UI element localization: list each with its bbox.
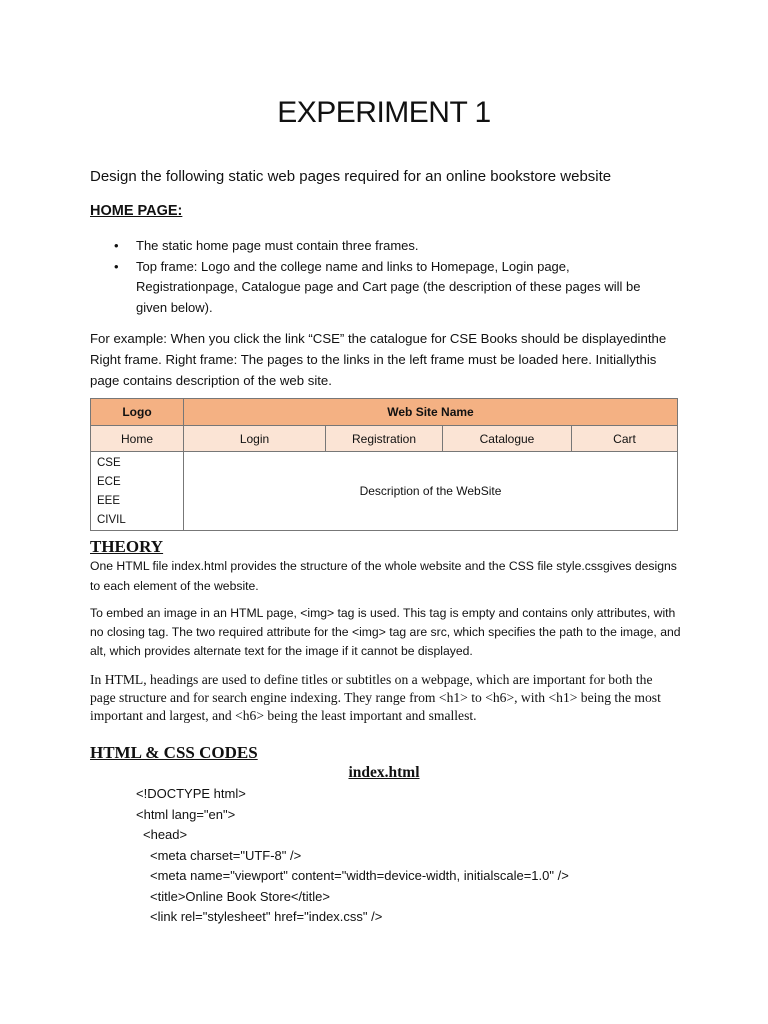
theory-paragraph-3: In HTML, headings are used to define titles or subtitles on a webpage, which are important for both the page structure and for search engine indexing. They range from <h1> to <h6>, with <h1> being the most important and largest, and <h6> being the least important and smallest.: [90, 672, 661, 723]
code-line: <title>Online Book Store</title>: [150, 888, 330, 904]
theory-paragraph-2: To embed an image in an HTML page, <img> tag is used. This tag is empty and contains only attributes, with no closing tag. The two required attribute for the <img> tag are src, which specifies the path to the image, and alt, which provides alternate text for the image if it cannot be displayed.: [90, 606, 681, 658]
diagram-nav-home: Home: [91, 426, 184, 452]
list-item: [112, 257, 672, 319]
theory-paragraph-1: One HTML file index.html provides the structure of the whole website and the CSS file style.cssgives designs to each element of the website.: [90, 559, 677, 593]
list-item: [112, 236, 672, 257]
diagram-nav-cart: Cart: [572, 426, 678, 452]
bullet-text: The static home page must contain three frames.: [136, 238, 419, 253]
intro-text: Design the following static web pages required for an online bookstore website: [90, 168, 612, 185]
diagram-link-civil: CIVIL: [97, 514, 126, 526]
code-block: [0, 784, 768, 928]
example-paragraph: For example: When you click the link “CSE” the catalogue for CSE Books should be displayedinthe Right frame. Right frame: The pages to the links in the left frame must be loaded here. Initiallythis page contains description of the web site.: [90, 331, 667, 388]
bullet-icon: •: [114, 238, 119, 253]
code-line: <head>: [143, 827, 188, 842]
diagram-nav-catalogue: Catalogue: [443, 426, 572, 452]
bullet-text: Top frame: Logo and the college name and links to Homepage, Login page, Registrationpage, Catalogue page and Cart page (the description of these pages will be given below).: [136, 258, 641, 315]
diagram-link-ece: ECE: [97, 476, 121, 488]
code-line: <!DOCTYPE html>: [136, 786, 246, 801]
codes-heading: HTML & CSS CODES: [90, 743, 258, 762]
layout-diagram: [90, 398, 678, 531]
page-title: EXPERIMENT 1: [277, 96, 491, 129]
code-line: <html lang="en">: [136, 806, 236, 822]
diagram-logo-cell: Logo: [91, 399, 184, 426]
bullet-icon: •: [114, 258, 119, 274]
diagram-link-eee: EEE: [97, 495, 121, 507]
file-name-heading: index.html: [348, 764, 420, 781]
diagram-link-cse: CSE: [97, 457, 121, 469]
code-line: <link rel="stylesheet" href="index.css" />: [150, 909, 383, 924]
theory-heading: THEORY: [90, 537, 164, 556]
diagram-left-frame: [91, 452, 184, 531]
code-line: <meta name="viewport" content="width=device-width, initialscale=1.0" />: [150, 868, 569, 883]
diagram-description-cell: Description of the WebSite: [184, 452, 678, 531]
diagram-nav-registration: Registration: [326, 426, 443, 452]
code-line: <meta charset="UTF-8" />: [150, 847, 302, 863]
home-page-heading: HOME PAGE:: [90, 203, 183, 219]
diagram-nav-login: Login: [184, 426, 326, 452]
diagram-site-name-cell: Web Site Name: [184, 399, 678, 426]
home-page-bullets: [112, 236, 672, 318]
